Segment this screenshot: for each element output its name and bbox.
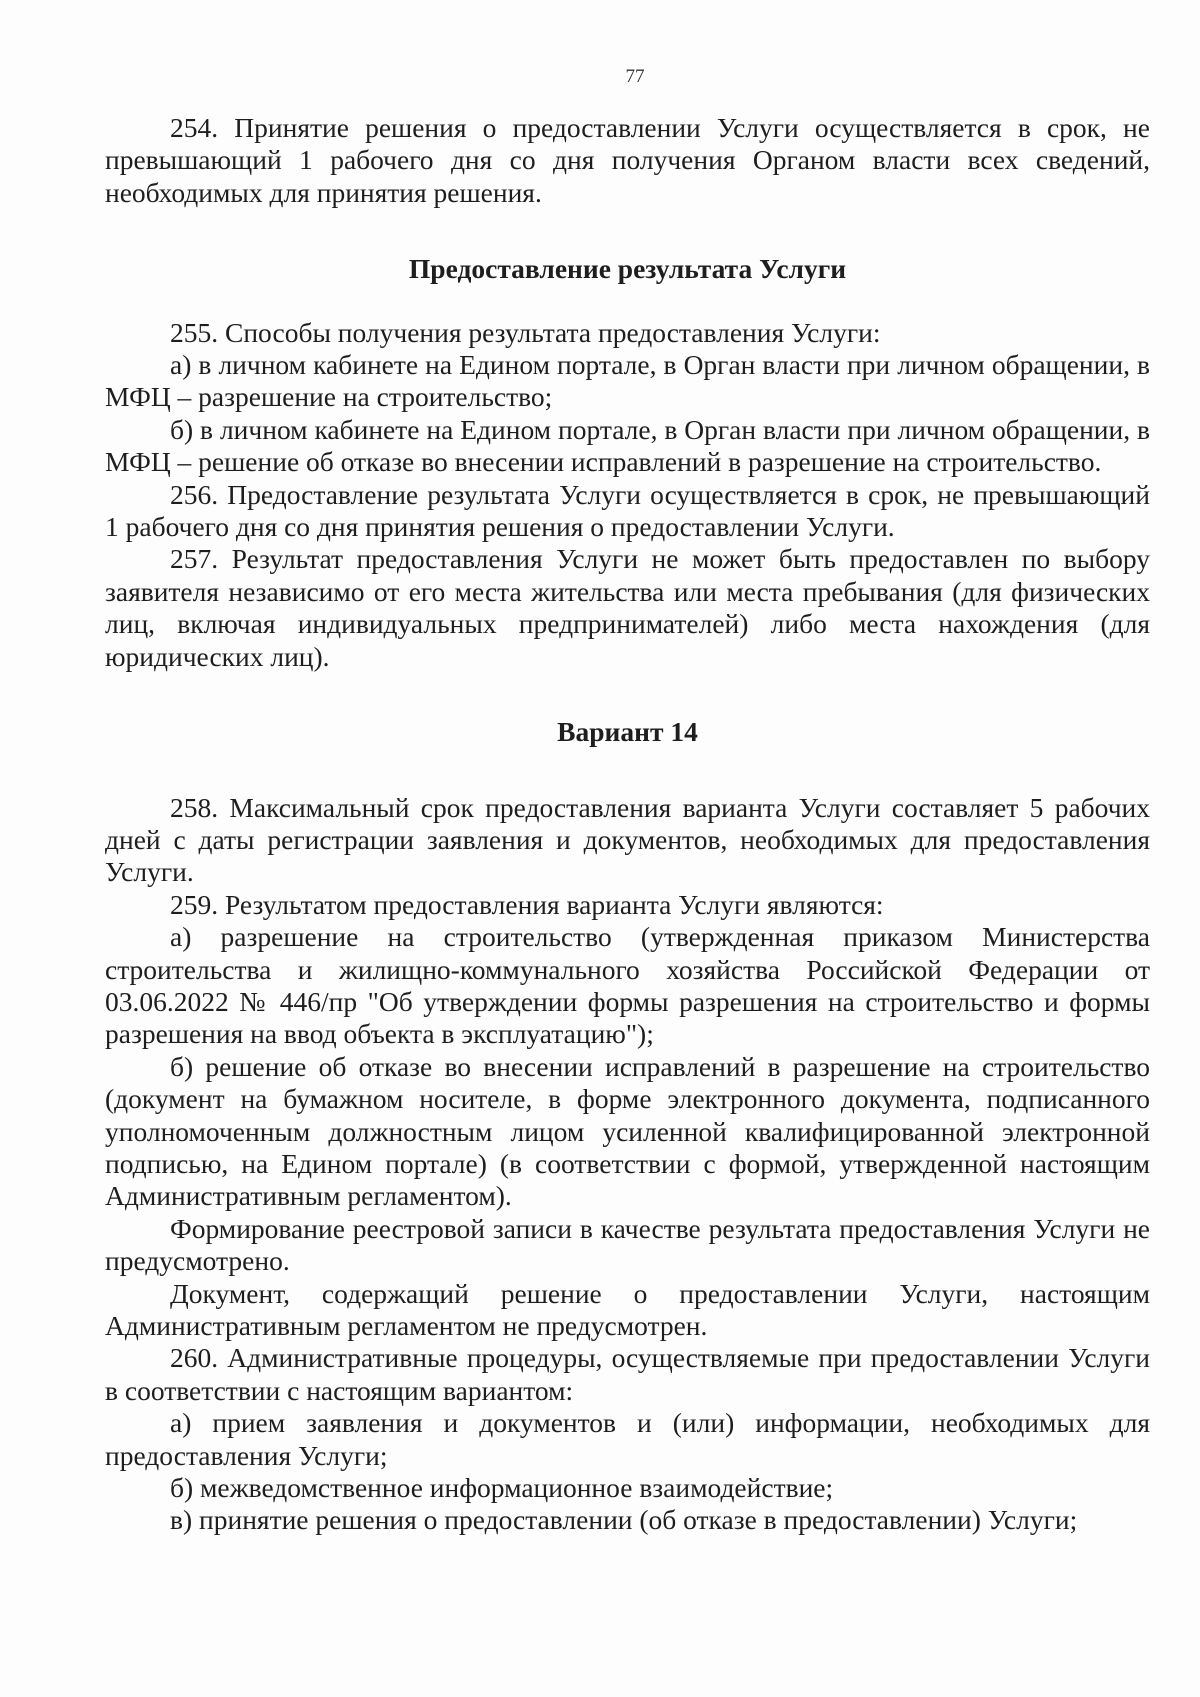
paragraph-254: 254. Принятие решения о предоставлении Услуги осуществляется в срок, не превышающий 1 рабочего дня со дня получения Органом власти всех сведений, необходимых для принятия решения. — [105, 112, 1150, 208]
paragraph-259-b: б) решение об отказе во внесении исправлений в разрешение на строительство (документ на бумажном носителе, в форме электронного документа, подписанного уполномоченным должностным лицом усиленной квалифицированной электронной подписью, на Едином портале) (в соответствии с формой, утвержденной настоящим Административным регламентом). — [105, 1050, 1150, 1212]
paragraph-259: 259. Результатом предоставления варианта Услуги являются: — [170, 888, 884, 920]
paragraph-260-c: в) принятие решения о предоставлении (об отказе в предоставлении) Услуги; — [170, 1504, 1078, 1536]
paragraph-256: 256. Предоставление результата Услуги осуществляется в срок, не превышающий 1 рабочего дня со дня принятия решения о предоставлении Услуги. — [105, 478, 1150, 543]
paragraph-255-a: а) в личном кабинете на Едином портале, в Орган власти при личном обращении, в МФЦ – разрешение на строительство; — [105, 349, 1150, 413]
paragraph-260-b: б) межведомственное информационное взаимодействие; — [170, 1472, 834, 1504]
page-number: 77 — [625, 66, 645, 87]
section-heading-variant: Вариант 14 — [557, 716, 698, 748]
paragraph-260: 260. Административные процедуры, осуществляемые при предоставлении Услуги в соответствии с настоящим вариантом: — [105, 1342, 1150, 1406]
paragraph-document: Документ, содержащий решение о предоставлении Услуги, настоящим Административным регламентом не предусмотрен. — [105, 1277, 1150, 1341]
paragraph-259-a: а) разрешение на строительство (утвержденная приказом Министерства строительства и жилищно-коммунального хозяйства Российской Федерации от 03.06.2022 № 446/пр "Об утверждении формы разрешения на строительство и формы разрешения на ввод объекта в эксплуатацию"); — [105, 921, 1150, 1050]
paragraph-258: 258. Максимальный срок предоставления варианта Услуги составляет 5 рабочих дней с даты регистрации заявления и документов, необходимых для предоставления Услуги. — [105, 791, 1150, 888]
paragraph-257: 257. Результат предоставления Услуги не может быть предоставлен по выбору заявителя независимо от его места жительства или места пребывания (для физических лиц, включая индивидуальных предпринимателей) либо места нахождения (для юридических лиц). — [105, 543, 1150, 672]
paragraph-255: 255. Способы получения результата предоставления Услуги: — [170, 316, 881, 348]
paragraph-registry: Формирование реестровой записи в качестве результата предоставления Услуги не предусмотрено. — [105, 1212, 1150, 1277]
paragraph-260-a: а) прием заявления и документов и (или) информации, необходимых для предоставления Услуги; — [105, 1407, 1150, 1471]
section-heading-result: Предоставление результата Услуги — [408, 253, 847, 285]
document-body — [105, 112, 1150, 1537]
paragraph-255-b: б) в личном кабинете на Едином портале, в Орган власти при личном обращении, в МФЦ – решение об отказе во внесении исправлений в разрешение на строительство. — [105, 413, 1150, 478]
